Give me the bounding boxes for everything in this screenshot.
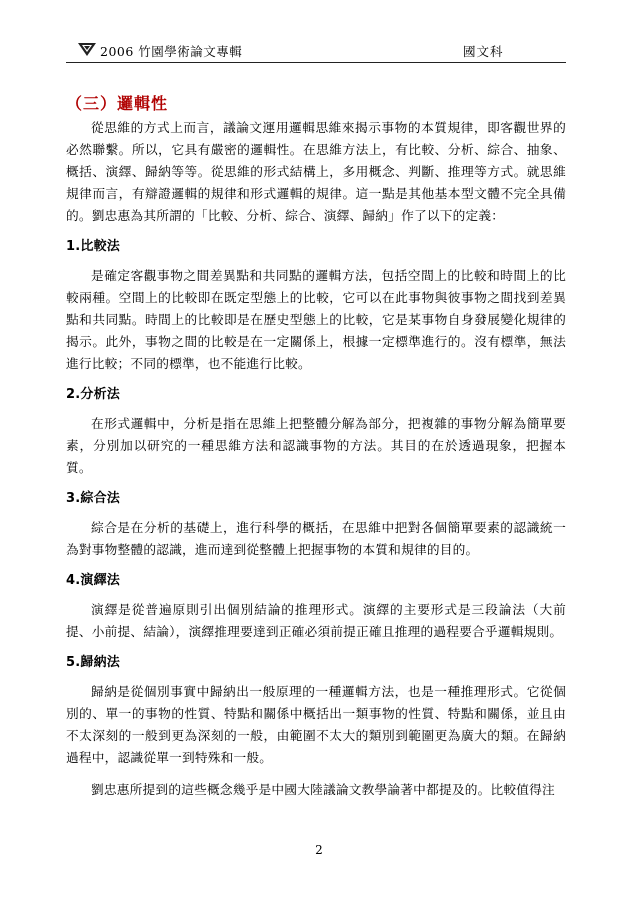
paragraph-induction: 歸納是從個別事實中歸納出一般原理的一種邏輯方法，也是一種推理形式。它從個別的、單一的事物的性質、特點和關係中概括出一類事物的性質、特點和關係，並且由不太深刻的一般到更為深刻的一般，由範圍不太大的類別到範圍更為廣大的類。在歸納過程中，認識從單一到特殊和一般。 (66, 684, 566, 765)
intro-paragraph: 從思維的方式上而言，議論文運用邏輯思維來揭示事物的本質規律，即客觀世界的必然聯繫。所以，它具有嚴密的邏輯性。在思維方法上，有比較、分析、綜合、抽象、概括、演繹、歸納等等。從思維的形式結構上，多用概念、判斷、推理等方式。就思維規律而言，有辯證邏輯的規律和形式邏輯的規律。這一點是其他基本型文體不完全具備的。劉忠惠為其所謂的「比較、分析、綜合、演繹、歸納」作了以下的定義： (66, 120, 566, 223)
journal-logo-icon (78, 41, 96, 57)
heading-comparison: 1.比較法 (66, 239, 120, 254)
section-title: （三）邏輯性 (66, 94, 169, 113)
closing-paragraph: 劉忠惠所提到的這些概念幾乎是中國大陸議論文教學論著中都提及的。比較值得注 (91, 782, 555, 797)
journal-title: 2006 竹園學術論文專輯 (100, 44, 243, 59)
spacer (66, 769, 566, 779)
paragraph-comparison: 是確定客觀事物之間差異點和共同點的邏輯方法，包括空間上的比較和時間上的比較兩種。空間上的比較即在既定型態上的比較，它可以在此事物與彼事物之間找到差異點和共同點。時間上的比較即是在歷史型態上的比較，它是某事物自身發展變化規律的揭示。此外，事物之間的比較是在一定關係上，根據一定標準進行的。沒有標準，無法進行比較；不同的標準，也不能進行比較。 (66, 268, 566, 371)
heading-synthesis: 3.綜合法 (66, 491, 120, 506)
page-body (66, 117, 566, 801)
heading-deduction: 4.演繹法 (66, 573, 120, 588)
paragraph-analysis: 在形式邏輯中，分析是指在思維上把整體分解為部分，把複雜的事物分解為簡單要素，分別加以研究的一種思維方法和認識事物的方法。其目的在於透過現象，把握本質。 (66, 416, 566, 475)
paragraph-synthesis: 綜合是在分析的基礎上，進行科學的概括，在思維中把對各個簡單要素的認識統一為對事物整體的認識，進而達到從整體上把握事物的本質和規律的目的。 (66, 520, 566, 557)
paragraph-deduction: 演繹是從普遍原則引出個別結論的推理形式。演繹的主要形式是三段論法（大前提、小前提、結論），演繹推理要達到正確必須前提正確且推理的過程要合乎邏輯規則。 (66, 602, 566, 639)
heading-induction: 5.歸納法 (66, 655, 120, 670)
page-header (66, 40, 566, 63)
page-number: 2 (315, 843, 323, 857)
subject-label: 國文科 (463, 44, 504, 59)
heading-analysis: 2.分析法 (66, 387, 120, 402)
